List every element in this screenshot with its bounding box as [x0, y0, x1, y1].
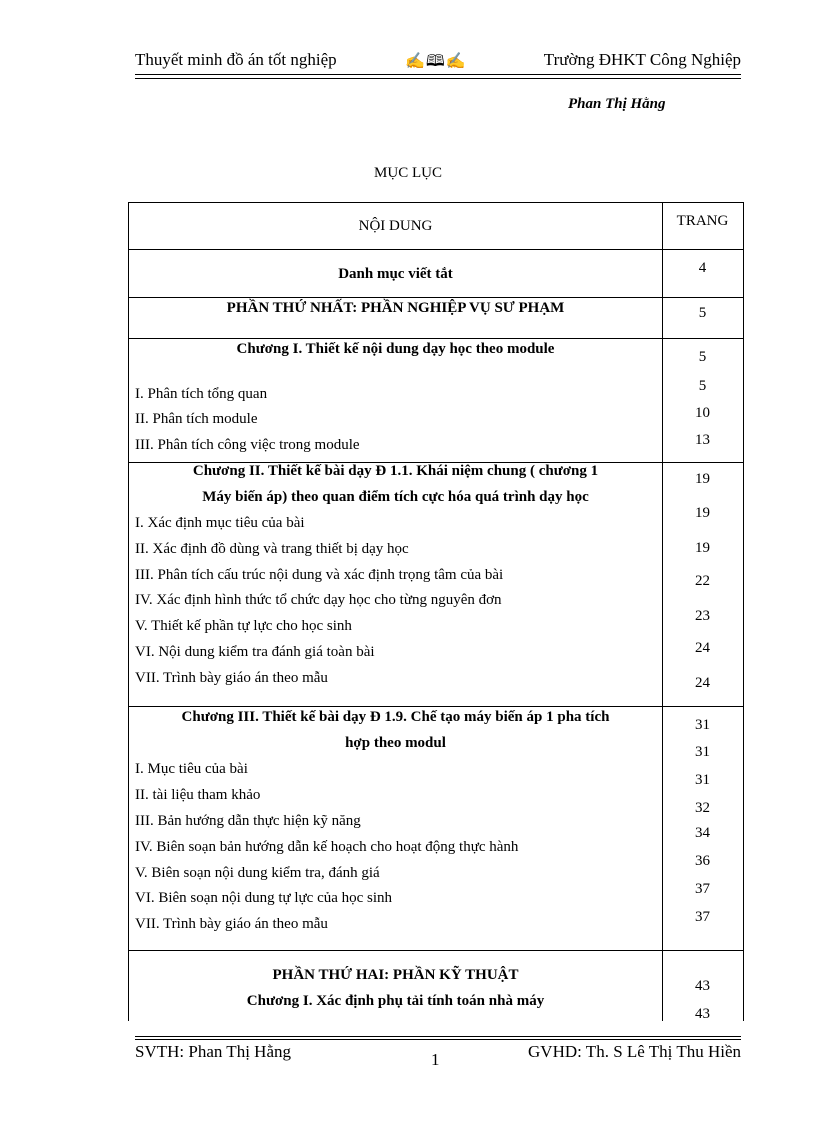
col-page-header: TRANG	[676, 213, 729, 229]
toc-page: 37	[695, 909, 710, 925]
page-header	[135, 50, 741, 74]
toc-entry: II. Xác định đồ dùng và trang thiết bị dạy học	[135, 541, 409, 557]
toc-entry: III. Phân tích công việc trong module	[135, 437, 360, 453]
toc-entry: III. Bản hướng dẫn thực hiện kỹ năng	[135, 813, 361, 829]
toc-chapter-heading: Chương I. Thiết kế nội dung dạy học theo module	[236, 341, 555, 357]
toc-page: 10	[695, 405, 710, 421]
toc-page: 19	[695, 471, 710, 487]
toc-entry: III. Phân tích cấu trúc nội dung và xác định trọng tâm của bài	[135, 567, 504, 583]
toc-page: 5	[698, 378, 707, 394]
toc-row	[129, 250, 743, 298]
toc-entry: I. Phân tích tổng quan	[135, 386, 268, 402]
toc-table	[128, 202, 744, 1021]
toc-header-row	[129, 203, 743, 250]
footer-student: SVTH: Phan Thị Hằng	[135, 1042, 291, 1061]
header-rule	[135, 78, 741, 79]
toc-row	[129, 951, 743, 1021]
toc-row	[129, 298, 743, 339]
header-right: Trường ĐHKT Công Nghiệp	[543, 50, 741, 69]
toc-page: 19	[695, 505, 710, 521]
toc-page: 43	[695, 978, 710, 994]
page-number: 1	[431, 1050, 440, 1069]
toc-page: 32	[695, 800, 710, 816]
toc-chapter-heading: Chương III. Thiết kế bài dạy Đ 1.9. Chế tạo máy biến áp 1 pha tích	[181, 709, 610, 725]
toc-page: 34	[695, 825, 710, 841]
toc-page: 19	[695, 540, 710, 556]
toc-chapter-heading: hợp theo modul	[345, 735, 446, 751]
toc-entry: V. Thiết kế phần tự lực cho học sinh	[135, 618, 352, 634]
toc-page: 37	[695, 881, 710, 897]
header-left: Thuyết minh đồ án tốt nghiệp	[135, 50, 337, 69]
toc-page: 24	[695, 675, 710, 691]
toc-page: 4	[698, 260, 707, 276]
toc-entry: I. Mục tiêu của bài	[135, 761, 248, 777]
toc-entry: Danh mục viết tắt	[338, 266, 453, 282]
toc-entry: IV. Biên soạn bản hướng dẫn kế hoạch cho hoạt động thực hành	[135, 839, 519, 855]
toc-page: 31	[695, 744, 710, 760]
toc-row	[129, 463, 743, 707]
toc-page: 22	[695, 573, 710, 589]
toc-chapter-heading: Chương I. Xác định phụ tải tính toán nhà máy	[246, 993, 545, 1009]
footer-rule	[135, 1036, 741, 1037]
toc-chapter-heading: Máy biến áp) theo quan điểm tích cực hóa quá trình dạy học	[202, 489, 589, 505]
toc-entry: VI. Biên soạn nội dung tự lực của học sinh	[135, 890, 393, 906]
toc-page: 31	[695, 717, 710, 733]
toc-entry: IV. Xác định hình thức tổ chức dạy học cho từng nguyên đơn	[135, 592, 502, 608]
header-rule	[135, 74, 741, 75]
toc-page: 36	[695, 853, 710, 869]
toc-entry: VII. Trình bày giáo án theo mẫu	[135, 916, 328, 932]
toc-entry: II. Phân tích module	[135, 411, 258, 427]
toc-row	[129, 707, 743, 951]
toc-entry: VII. Trình bày giáo án theo mẫu	[135, 670, 328, 686]
footer-rule	[135, 1039, 741, 1040]
toc-chapter-heading: Chương II. Thiết kế bài dạy Đ 1.1. Khái niệm chung ( chương 1	[192, 463, 599, 479]
toc-page: 5	[698, 349, 707, 365]
page-footer	[135, 1042, 741, 1068]
toc-row	[129, 339, 743, 463]
toc-page: 23	[695, 608, 710, 624]
toc-entry: PHẦN THỨ NHẤT: PHẦN NGHIỆP VỤ SƯ PHẠM	[226, 300, 565, 316]
toc-page: 31	[695, 772, 710, 788]
col-content-header: NỘI DUNG	[358, 218, 433, 234]
toc-part-heading: PHẦN THỨ HAI: PHẦN KỸ THUẬT	[272, 967, 519, 983]
toc-entry: V. Biên soạn nội dung kiểm tra, đánh giá	[135, 865, 380, 881]
author-name: Phan Thị Hằng	[568, 96, 666, 112]
toc-page: 5	[698, 305, 707, 321]
toc-entry: II. tài liệu tham khảo	[135, 787, 261, 803]
toc-page: 43	[695, 1006, 710, 1022]
page-title: MỤC LỤC	[374, 165, 442, 181]
footer-advisor: GVHD: Th. S Lê Thị Thu Hiền	[528, 1042, 741, 1061]
toc-page: 13	[695, 432, 710, 448]
book-ornament-icon: ✍🕮✍	[405, 53, 467, 70]
toc-page: 24	[695, 640, 710, 656]
toc-entry: VI. Nội dung kiểm tra đánh giá toàn bài	[135, 644, 375, 660]
toc-entry: I. Xác định mục tiêu của bài	[135, 515, 305, 531]
